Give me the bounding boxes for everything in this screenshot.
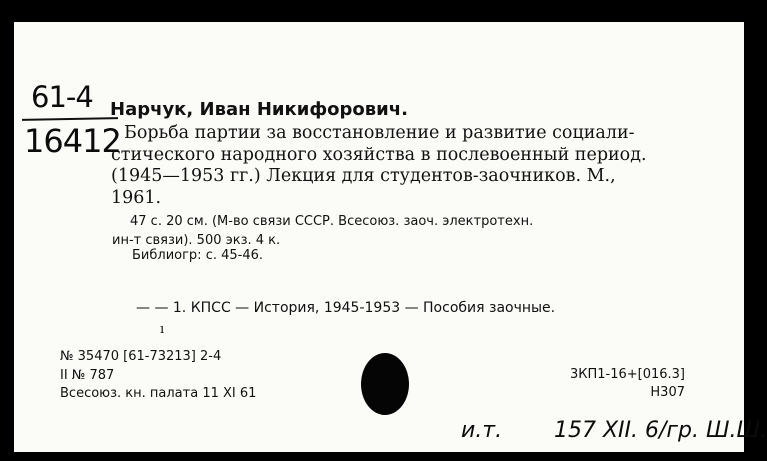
imprint [112, 212, 702, 250]
handwritten-shelfmark: 61-4 [31, 80, 93, 114]
author-mark: Н307 [650, 385, 685, 400]
handwritten-number: 16412 [24, 122, 121, 160]
subject-headings: — — 1. КПСС — История, 1945-1953 — Пособия заочные. [136, 300, 556, 316]
registration-series: II № 787 [60, 368, 115, 383]
handwritten-note-left: и.т. [461, 418, 503, 443]
tick-mark: ı [160, 322, 165, 337]
classification-code: 3КП1-16+[016.3] [569, 367, 685, 382]
author-heading: Нарчук, Иван Никифорович. [110, 99, 408, 120]
title-line: стического народного хозяйства в послевоенный период. [111, 144, 647, 165]
title-line: 1961. [111, 187, 162, 208]
catalog-card [14, 22, 767, 452]
imprint-line: ин-т связи). 500 экз. 4 к. [112, 233, 281, 248]
registration-number: № 35470 [61-73213] 2-4 [60, 349, 222, 364]
title-line: Борьба партии за восстановление и развитие социали- [124, 123, 635, 143]
chamber-stamp: Всесоюз. кн. палата 11 XI 61 [60, 386, 257, 401]
imprint-line: 47 с. 20 см. (М-во связи СССР. Всесоюз. заоч. электротехн. [130, 214, 534, 229]
handwritten-note-right: 157 XII. 6/гр. Ш.Ш. [554, 418, 767, 443]
punch-hole [361, 353, 409, 415]
book-title [111, 123, 691, 209]
bibliography-note: Библиогр: с. 45-46. [132, 248, 264, 263]
shelfmark-underline [22, 117, 118, 121]
title-line: (1945—1953 гг.) Лекция для студентов-заочников. М., [111, 166, 616, 186]
